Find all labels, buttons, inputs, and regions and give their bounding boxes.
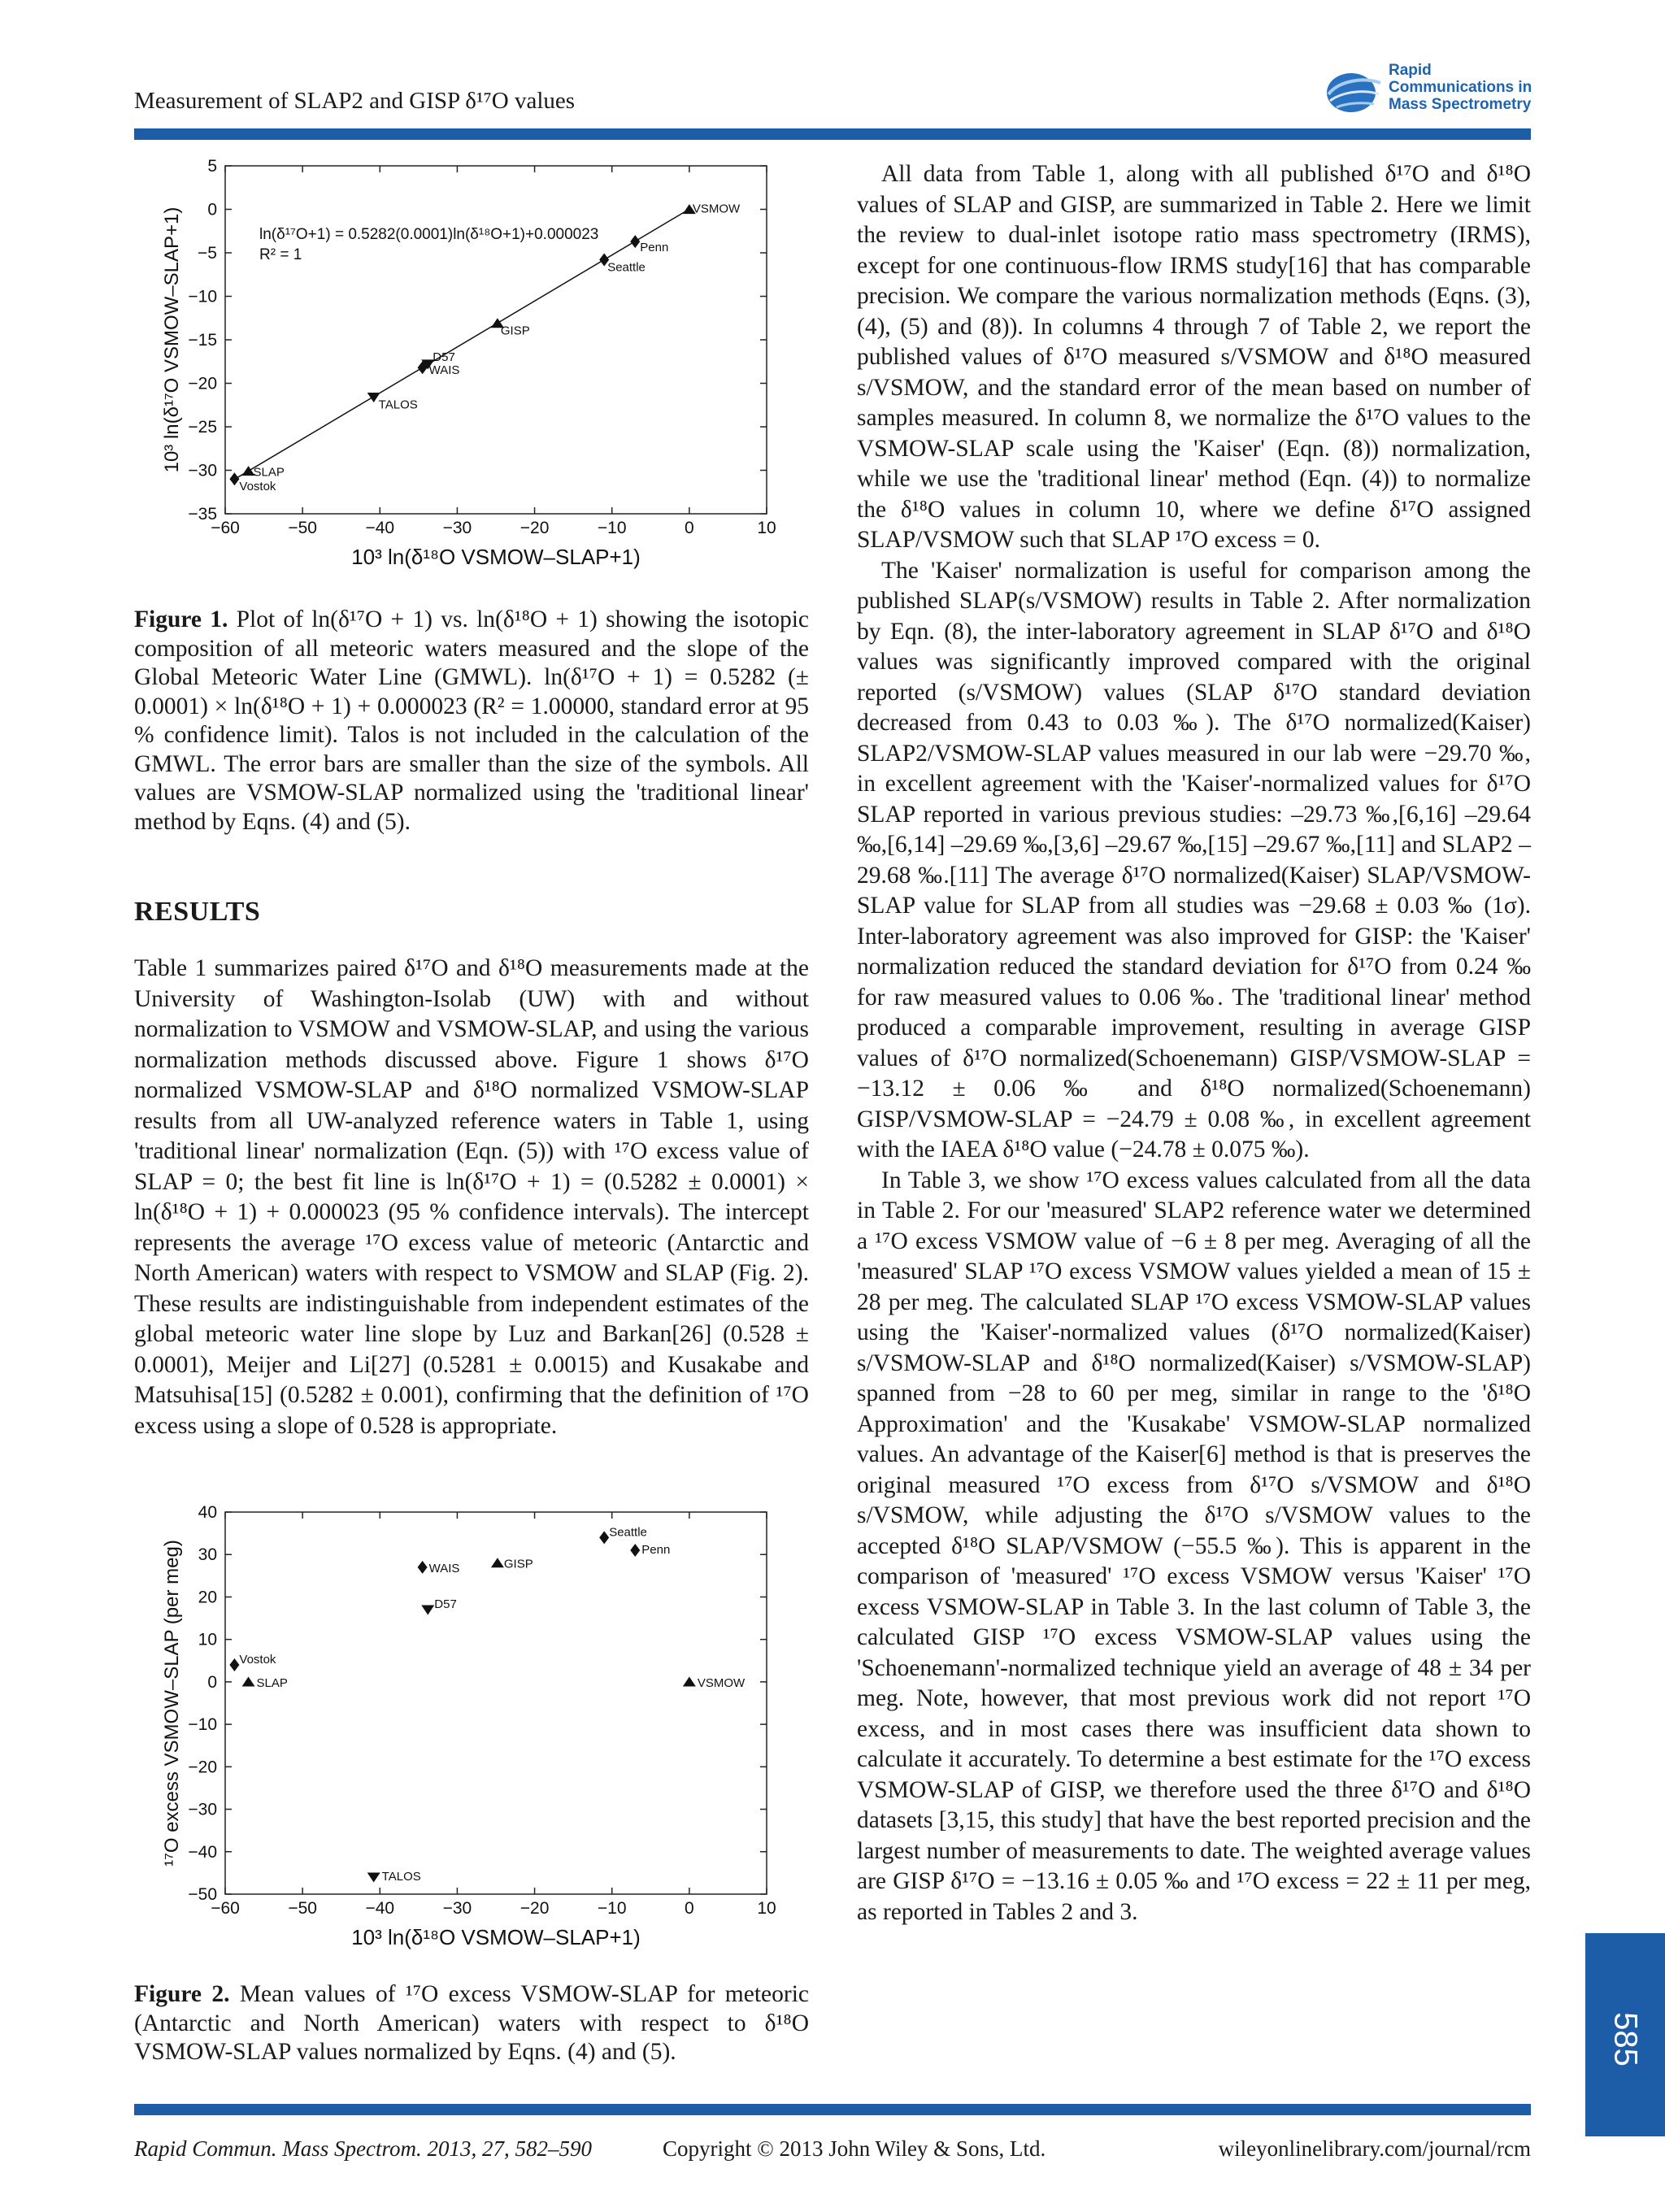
y-tick-label: −15 — [188, 331, 217, 350]
y-tick-label: 20 — [198, 1588, 217, 1607]
plot-frame — [225, 1512, 767, 1894]
y-tick-label: 0 — [207, 200, 217, 219]
y-tick-label: 30 — [198, 1545, 217, 1565]
x-tick-label: −20 — [519, 519, 550, 537]
data-point-label: VSMOW — [697, 1675, 746, 1690]
y-tick-label: 0 — [207, 1672, 217, 1692]
data-point-label: VSMOW — [692, 202, 741, 216]
footer-url[interactable]: wileyonlinelibrary.com/journal/rcm — [1218, 2136, 1531, 2161]
x-tick-label: −10 — [597, 1899, 627, 1918]
y-tick-label: −5 — [198, 244, 217, 263]
x-tick-label: −40 — [365, 519, 395, 537]
data-point-label: TALOS — [378, 398, 418, 412]
page-number: 585 — [1607, 2012, 1644, 2066]
data-point — [229, 472, 239, 485]
data-point — [242, 1676, 255, 1686]
data-point-label: Vostok — [239, 1653, 276, 1667]
data-point — [421, 1606, 434, 1615]
journal-logo-text: Rapid Communications in Mass Spectrometry — [1389, 62, 1532, 113]
x-tick-label: −20 — [519, 1899, 550, 1918]
y-tick-label: 10 — [198, 1630, 217, 1649]
header-divider — [134, 128, 1531, 140]
data-point-label: SLAP — [256, 1675, 288, 1690]
x-axis-label: 10³ ln(δ¹⁸O VSMOW–SLAP+1) — [351, 545, 641, 569]
data-point-label: WAIS — [428, 363, 460, 378]
globe-icon — [1322, 67, 1385, 115]
footer-divider — [134, 2104, 1531, 2115]
data-point-label: D57 — [433, 350, 455, 364]
figure1-caption-label: Figure 1. — [134, 606, 228, 632]
right-paragraph-1: All data from Table 1, along with all published δ¹⁷O and δ¹⁸O values of SLAP and GISP, are summarized in Table 2. Here we limit the review to dual-inlet isotope ratio mass spectrometry (IRMS), except for one continuous-flow IRMS study[16] that has comparable precision. We compare the various normalization methods (Eqns. (3), (4), (5) and (8)). In columns 4 through 7 of Table 2, we report the published values of δ¹⁷O measured s/VSMOW and δ¹⁸O measured s/VSMOW, and the standard error of the mean based on number of samples measured. In column 8, we normalize the δ¹⁷O values to the VSMOW-SLAP scale using the 'Kaiser' (Eqn. (8)) normalization, while we use the 'traditional linear' method (Eqn. (4)) to normalize the δ¹⁸O values in column 10, where we define δ¹⁷O assigned SLAP/VSMOW such that SLAP ¹⁷O excess = 0. — [857, 161, 1531, 553]
data-point — [229, 1658, 239, 1671]
right-paragraph-2: The 'Kaiser' normalization is useful for comparison among the published SLAP(s/VSMOW) results in Table 2. After normalization by Eqn. (8), the inter-laboratory agreement in SLAP δ¹⁷O and δ¹⁸O values was significantly improved compared with the original reported (s/VSMOW) values (SLAP δ¹⁷O standard deviation decreased from 0.43 to 0.03 ‰). The δ¹⁷O normalized(Kaiser) SLAP2/VSMOW-SLAP values measured in our lab were −29.70 ‰, in excellent agreement with the 'Kaiser'-normalized values for δ¹⁷O SLAP reported in various previous studies: –29.73 ‰,[6,16] –29.64 ‰,[6,14] –29.69 ‰,[3,6] –29.67 ‰,[15] –29.67 ‰,[11] and SLAP2 –29.68 ‰.[11] The average δ¹⁷O normalized(Kaiser) SLAP/VSMOW-SLAP value for SLAP from all studies was −29.68 ± 0.03 ‰ (1σ). Inter-laboratory agreement was also improved for GISP: the 'Kaiser' normalization reduced the standard deviation for δ¹⁷O from 0.24 ‰ for raw measured values to 0.06 ‰. The 'traditional linear' method produced a comparable improvement, resulting in average GISP values of δ¹⁷O normalized(Schoenemann) GISP/VSMOW-SLAP = −13.12 ± 0.06 ‰ and δ¹⁸O normalized(Schoenemann) GISP/VSMOW-SLAP = −24.79 ± 0.08 ‰, in excellent agreement with the IAEA δ¹⁸O value (−24.78 ± 0.075 ‰). — [857, 557, 1531, 1162]
data-point-label: Seattle — [607, 260, 646, 275]
figure1-caption — [134, 606, 809, 837]
data-point — [491, 1558, 504, 1567]
x-tick-label: −50 — [288, 519, 317, 537]
y-tick-label: −50 — [188, 1885, 217, 1904]
data-point-label: SLAP — [253, 465, 285, 480]
y-tick-label: −30 — [188, 461, 217, 480]
y-tick-label: −25 — [188, 418, 217, 437]
figure2-caption — [134, 1980, 809, 2067]
data-point — [599, 1531, 609, 1544]
results-paragraph: Table 1 summarizes paired δ¹⁷O and δ¹⁸O measurements made at the University of Washington-Isolab (UW) with and without normalization to VSMOW and VSMOW-SLAP, and using the various normalization methods discussed above. Figure 1 shows δ¹⁷O normalized VSMOW-SLAP and δ¹⁸O normalized VSMOW-SLAP results from all UW-analyzed reference waters in Table 1, using 'traditional linear' normalization (Eqn. (5)) with ¹⁷O excess value of SLAP = 0; the best fit line is ln(δ¹⁷O + 1) = (0.5282 ± 0.0001) × ln(δ¹⁸O + 1) + 0.000023 (95 % confidence intervals). The intercept represents the average ¹⁷O excess value of meteoric (Antarctic and North American) waters with respect to VSMOW and SLAP (Fig. 2). These results are indistinguishable from independent estimates of the global meteoric water line slope by Luz and Barkan[26] (0.528 ± 0.0001), Meijer and Li[27] (0.5281 ± 0.0015) and Kusakabe and Matsuhisa[15] (0.5282 ± 0.001), confirming that the definition of ¹⁷O excess using a slope of 0.528 is appropriate. — [134, 955, 809, 1439]
data-point — [630, 235, 640, 248]
x-tick-label: 10 — [757, 1899, 776, 1918]
data-point-label: WAIS — [428, 1561, 460, 1575]
r-squared-annotation: R² = 1 — [259, 246, 302, 263]
data-point-label: Seattle — [609, 1525, 647, 1540]
data-point — [630, 1544, 640, 1557]
y-tick-label: −20 — [188, 374, 217, 393]
y-tick-label: 40 — [198, 1503, 217, 1522]
section-heading-results: RESULTS — [134, 897, 261, 927]
x-tick-label: −30 — [442, 1899, 472, 1918]
figure2-caption-text: Mean values of ¹⁷O excess VSMOW-SLAP for meteoric (Antarctic and North American) waters with respect to δ¹⁸O VSMOW-SLAP values normalized by Eqns. (4) and (5). — [134, 1981, 809, 2065]
right-paragraph-3: In Table 3, we show ¹⁷O excess values calculated from all the data in Table 2. For our 'measured' SLAP2 reference water we determined a ¹⁷O excess VSMOW value of −6 ± 8 per meg. Averaging of all the 'measured' SLAP ¹⁷O excess VSMOW values yielded a mean of 15 ± 28 per meg. The calculated SLAP ¹⁷O excess VSMOW-SLAP values using the 'Kaiser'-normalized values (δ¹⁷O normalized(Kaiser) s/VSMOW-SLAP and δ¹⁸O normalized(Kaiser) s/VSMOW-SLAP) spanned from −28 to 60 per meg, similar in range to the 'δ¹⁸O Approximation' and the 'Kusakabe' VSMOW-SLAP normalized values. An advantage of the Kaiser[6] method is that is preserves the original measured ¹⁷O excess from δ¹⁷O s/VSMOW and δ¹⁸O s/VSMOW, while adjusting the δ¹⁷O s/VSMOW values to the accepted δ¹⁸O SLAP/VSMOW (−55.5 ‰). This is apparent in the comparison of 'measured' ¹⁷O excess VSMOW versus 'Kaiser' ¹⁷O excess VSMOW-SLAP in Table 3. In the last column of Table 3, the calculated GISP ¹⁷O excess VSMOW-SLAP values using the 'Schoenemann'-normalized technique yield an average of 48 ± 34 per meg. Note, however, that most previous work did not report ¹⁷O excess, and in most cases there was insufficient data shown to calculate it accurately. To determine a best estimate for the ¹⁷O excess VSMOW-SLAP of GISP, we therefore used the three δ¹⁷O and δ¹⁸O datasets [3,15, this study] that have the best reported precision and the largest number of measurements to date. The weighted average values are GISP δ¹⁷O = −13.16 ± 0.05 ‰ and ¹⁷O excess = 22 ± 11 per meg, as reported in Tables 2 and 3. — [857, 1167, 1531, 1925]
data-point — [418, 1561, 428, 1574]
x-tick-label: −60 — [211, 1899, 240, 1918]
figure1-chart — [134, 154, 817, 593]
right-column — [857, 159, 1531, 1927]
y-axis-label: ¹⁷O excess VSMOW–SLAP (per meg) — [161, 1540, 183, 1867]
data-point-label: Penn — [641, 1543, 671, 1557]
y-tick-label: −40 — [188, 1842, 217, 1862]
y-axis-label: 10³ ln(δ¹⁷O VSMOW–SLAP+1) — [161, 206, 183, 473]
data-point — [683, 1676, 696, 1686]
results-paragraph-container — [134, 954, 809, 1441]
figure2-caption-label: Figure 2. — [134, 1981, 230, 2007]
y-tick-label: −10 — [188, 1715, 217, 1735]
figure1-caption-text: Plot of ln(δ¹⁷O + 1) vs. ln(δ¹⁸O + 1) showing the isotopic composition of all meteoric waters measured and the slope of the Global Meteoric Water Line (GMWL). ln(δ¹⁷O + 1) = 0.5282 (± 0.0001) × ln(δ¹⁸O + 1) + 0.000023 (R² = 1.00000, standard error at 95 % confidence limit). Talos is not included in the calculation of the GMWL. The error bars are smaller than the size of the symbols. All values are VSMOW-SLAP normalized using the 'traditional linear' method by Eqns. (4) and (5). — [134, 606, 809, 835]
footer-citation: Rapid Commun. Mass Spectrom. 2013, 27, 582–590 — [134, 2136, 592, 2161]
x-tick-label: −60 — [211, 519, 240, 537]
data-point-label: GISP — [500, 324, 530, 338]
x-tick-label: 0 — [685, 519, 694, 537]
y-tick-label: 5 — [207, 157, 217, 176]
plot-frame — [225, 166, 767, 514]
journal-logo[interactable] — [1322, 59, 1533, 124]
data-point — [367, 1873, 380, 1883]
x-tick-label: 0 — [685, 1899, 694, 1918]
x-tick-label: −10 — [597, 519, 627, 537]
data-point-label: GISP — [503, 1557, 533, 1571]
running-title: Measurement of SLAP2 and GISP δ¹⁷O values — [134, 88, 576, 114]
y-tick-label: −20 — [188, 1758, 217, 1777]
x-tick-label: −50 — [288, 1899, 317, 1918]
data-point-label: Vostok — [239, 480, 276, 494]
y-tick-label: −35 — [188, 505, 217, 524]
fit-equation-annotation: ln(δ¹⁷O+1) = 0.5282(0.0001)ln(δ¹⁸O+1)+0.000023 — [259, 226, 599, 243]
y-tick-label: −10 — [188, 287, 217, 306]
x-tick-label: 10 — [757, 519, 776, 537]
figure2-chart — [134, 1496, 817, 1967]
x-tick-label: −30 — [442, 519, 472, 537]
data-point-label: TALOS — [381, 1870, 421, 1884]
y-tick-label: −30 — [188, 1800, 217, 1819]
data-point-label: D57 — [434, 1597, 457, 1612]
x-tick-label: −40 — [365, 1899, 395, 1918]
data-point-label: Penn — [640, 241, 669, 255]
x-axis-label: 10³ ln(δ¹⁸O VSMOW–SLAP+1) — [351, 1925, 641, 1949]
footer-copyright: Copyright © 2013 John Wiley & Sons, Ltd. — [663, 2136, 1046, 2161]
